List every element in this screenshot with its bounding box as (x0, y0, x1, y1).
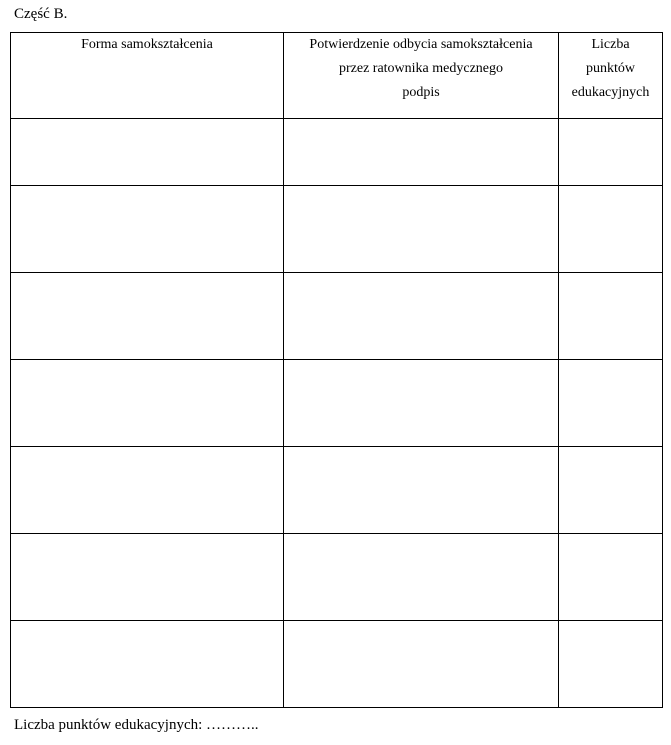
points-cell[interactable] (559, 621, 663, 708)
table-row (11, 534, 663, 621)
points-cell[interactable] (559, 534, 663, 621)
confirmation-cell[interactable] (284, 186, 559, 273)
points-cell[interactable] (559, 273, 663, 360)
header-points-line-1: Liczba (591, 37, 630, 52)
confirmation-cell[interactable] (284, 534, 559, 621)
points-cell[interactable] (559, 360, 663, 447)
confirmation-cell[interactable] (284, 621, 559, 708)
total-points-label: Liczba punktów edukacyjnych: ……….. (14, 717, 259, 733)
header-points-line-2: punktów (586, 61, 635, 76)
form-cell[interactable] (11, 447, 284, 534)
form-cell[interactable] (11, 534, 284, 621)
table-row (11, 621, 663, 708)
table-row (11, 360, 663, 447)
points-cell[interactable] (559, 447, 663, 534)
confirmation-cell[interactable] (284, 447, 559, 534)
header-points-line-3: edukacyjnych (571, 85, 650, 100)
confirmation-cell[interactable] (284, 119, 559, 186)
section-title: Część B. (14, 6, 68, 22)
form-cell[interactable] (11, 186, 284, 273)
header-confirmation-line-1: Potwierdzenie odbycia samokształcenia (309, 37, 533, 52)
header-confirmation-line-2: przez ratownika medycznego (338, 61, 504, 76)
header-form-label: Forma samokształcenia (81, 37, 213, 52)
form-cell[interactable] (11, 119, 284, 186)
confirmation-cell[interactable] (284, 273, 559, 360)
table-row (11, 186, 663, 273)
points-cell[interactable] (559, 119, 663, 186)
table-row (11, 119, 663, 186)
form-cell[interactable] (11, 621, 284, 708)
points-cell[interactable] (559, 186, 663, 273)
table-row (11, 447, 663, 534)
header-confirmation-line-3: podpis (402, 85, 440, 100)
form-cell[interactable] (11, 273, 284, 360)
total-points-line (14, 716, 259, 734)
confirmation-cell[interactable] (284, 360, 559, 447)
self-education-table (10, 32, 663, 708)
header-form (11, 33, 284, 119)
table-header-row (11, 33, 663, 119)
table-row (11, 273, 663, 360)
form-cell[interactable] (11, 360, 284, 447)
header-confirmation (284, 33, 559, 119)
header-points (559, 33, 663, 119)
